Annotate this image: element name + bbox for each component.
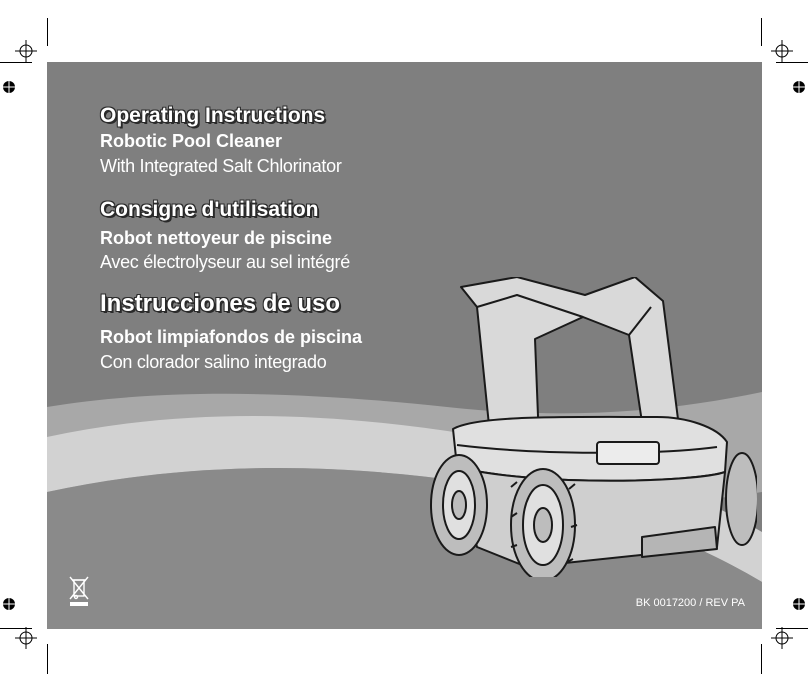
- title-french: Consigne d'utilisation: [100, 198, 319, 221]
- crop-mark-bottom-left-v: [47, 644, 48, 674]
- registration-dot-icon: [2, 597, 16, 611]
- document-code: BK 0017200 / REV PA: [635, 597, 745, 609]
- crop-mark-top-left-h: [0, 62, 32, 63]
- crop-mark-top-left-v: [47, 18, 48, 46]
- product-french: Robot nettoyeur de piscine: [100, 228, 333, 248]
- registration-dot-icon: [792, 597, 806, 611]
- product-english: Robotic Pool Cleaner: [100, 131, 283, 151]
- title-english: Operating Instructions: [100, 104, 326, 127]
- feature-french: Avec électrolyseur au sel intégré: [100, 252, 350, 272]
- cover-panel: [47, 62, 762, 629]
- feature-spanish: Con clorador salino integrado: [100, 352, 327, 372]
- crop-mark-top-right-v: [761, 18, 762, 46]
- registration-dot-icon: [792, 80, 806, 94]
- robot-pool-cleaner-illustration: [417, 277, 757, 577]
- feature-english: With Integrated Salt Chlorinator: [100, 156, 342, 176]
- registration-mark-icon: [15, 40, 37, 62]
- product-spanish: Robot limpiafondos de piscina: [100, 327, 363, 347]
- registration-mark-icon: [771, 40, 793, 62]
- registration-mark-icon: [15, 627, 37, 649]
- registration-mark-icon: [771, 627, 793, 649]
- title-spanish: Instrucciones de uso: [100, 290, 341, 317]
- crop-mark-top-right-h: [776, 62, 808, 63]
- registration-dot-icon: [2, 80, 16, 94]
- crossed-out-wheelie-bin-icon: [69, 575, 89, 607]
- crop-mark-bottom-right-v: [761, 644, 762, 674]
